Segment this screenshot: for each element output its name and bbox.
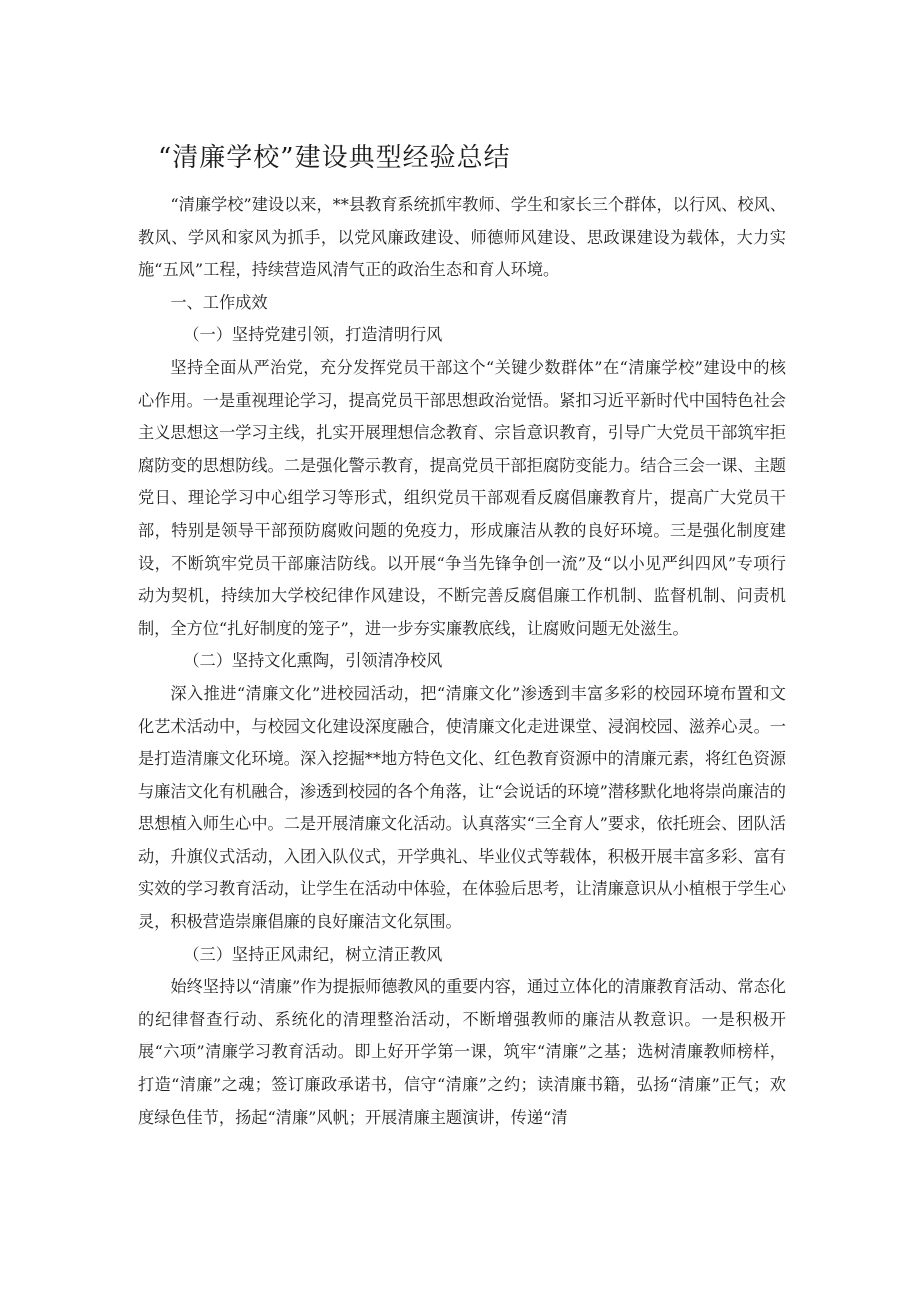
document-title: “清廉学校”建设典型经验总结 (158, 143, 511, 173)
subsection-body-discipline: 始终坚持以“清廉”作为提振师德教风的重要内容，通过立体化的清廉教育活动、常态化的纪律督查行动、系统化的清理整治活动，不断增强教师的廉洁从教意识。一是积极开展“六项”清廉学习教育活动。即上好开学第一课，筑牢“清廉”之基；选树清廉教师榜样，打造“清廉”之魂；签订廉政承诺书，信守“清廉”之约；读清廉书籍，弘扬“清廉”正气；欢度绿色佳节，扬起“清廉”风帆；开展清廉主题演讲，传递“清 (138, 977, 786, 1127)
subsection-heading-discipline: （三）坚持正风肃纪，树立清正教风 (183, 944, 443, 964)
intro-paragraph: “清廉学校”建设以来，**县教育系统抓牢教师、学生和家长三个群体，以行风、校风、教风、学风和家风为抓手，以党风廉政建设、师德师风建设、思政课建设为载体，大力实施“五风”工程，持续营造风清气正的政治生态和育人环境。 (138, 195, 786, 280)
subsection-body-cultural-influence: 深入推进“清廉文化”进校园活动，把“清廉文化”渗透到丰富多彩的校园环境布置和文化艺术活动中，与校园文化建设深度融合，使清廉文化走进课堂、浸润校园、滋养心灵。一是打造清廉文化环境。深入挖掘**地方特色文化、红色教育资源中的清廉元素，将红色资源与廉洁文化有机融合，渗透到校园的各个角落，让“会说话的环境”潜移默化地将崇尚廉洁的思想植入师生心中。二是开展清廉文化活动。认真落实“三全育人”要求，依托班会、团队活动，升旗仪式活动，入团入队仪式，开学典礼、毕业仪式等载体，积极开展丰富多彩、富有实效的学习教育活动，让学生在活动中体验，在体验后思考，让清廉意识从小植根于学生心灵，积极营造崇廉倡廉的良好廉洁文化氛围。 (138, 683, 786, 932)
subsection-heading-party-leadership: （一）坚持党建引领，打造清明行风 (183, 325, 443, 345)
section-heading-work-results: 一、工作成效 (170, 292, 268, 312)
subsection-heading-cultural-influence: （二）坚持文化熏陶，引领清净校风 (183, 651, 443, 671)
subsection-body-party-leadership: 坚持全面从严治党，充分发挥党员干部这个“关键少数群体”在“清廉学校”建设中的核心作用。一是重视理论学习，提高党员干部思想政治觉悟。紧扣习近平新时代中国特色社会主义思想这一学习主线，扎实开展理想信念教育、宗旨意识教育，引导广大党员干部筑牢拒腐防变的思想防线。二是强化警示教育，提高党员干部拒腐防变能力。结合三会一课、主题党日、理论学习中心组学习等形式，组织党员干部观看反腐倡廉教育片，提高广大党员干部，特别是领导干部预防腐败问题的免疫力，形成廉洁从教的良好环境。三是强化制度建设，不断筑牢党员干部廉洁防线。以开展“争当先锋争创一流”及“以小见严纠四风”专项行动为契机，持续加大学校纪律作风建设，不断完善反腐倡廉工作机制、监督机制、问责机制，全方位“扎好制度的笼子”，进一步夯实廉教底线，让腐败问题无处滋生。 (138, 357, 786, 638)
document-body (138, 189, 786, 1134)
